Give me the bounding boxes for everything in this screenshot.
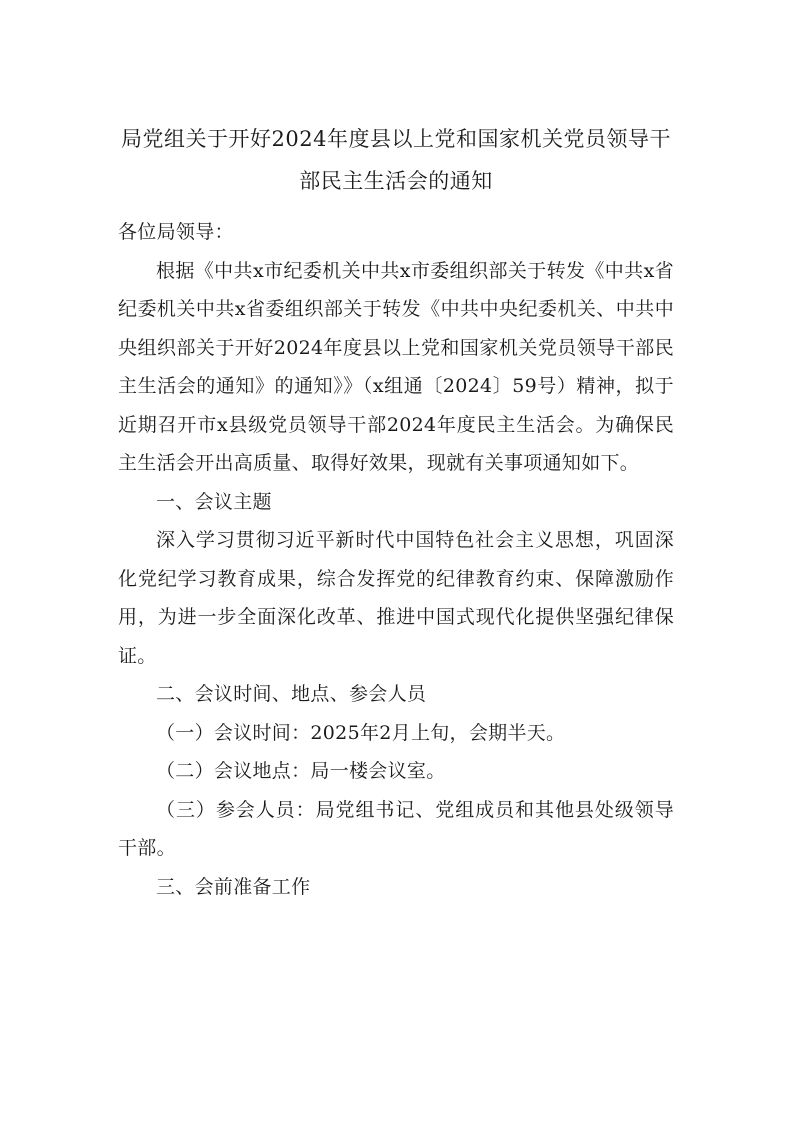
intro-paragraph: 根据《中共x市纪委机关中共x市委组织部关于转发《中共x省纪委机关中共x省委组织部关于转发《中共中央纪委机关、中共中央组织部关于开好2024年度县以上党和国家机关党员领导干部民主生活会的通知》的通知》》（x组通〔2024〕59号）精神，拟于近期召开市x县级党员领导干部2024年度民主生活会。为确保民主生活会开出高质量、取得好效果，现就有关事项通知如下。 — [118, 259, 674, 474]
section-2-item-1: （一）会议时间：2025年2月上旬，会期半天。 — [156, 721, 566, 744]
section-body-1: 深入学习贯彻习近平新时代中国特色社会主义思想，巩固深化党纪学习教育成果，综合发挥党的纪律教育约束、保障激励作用，为进一步全面深化改革、推进中国式现代化提供坚强纪律保证。 — [118, 529, 674, 667]
section-2-item-3: （三）参会人员：局党组书记、党组成员和其他县处级领导干部。 — [118, 798, 674, 859]
section-2-item-2: （二）会议地点：局一楼会议室。 — [156, 760, 446, 782]
document-title: 局党组关于开好2024年度县以上党和国家机关党员领导干部民主生活会的通知 — [121, 127, 671, 193]
section-heading-1: 一、会议主题 — [156, 490, 272, 513]
document-body — [118, 213, 674, 906]
section-heading-2: 二、会议时间、地点、参会人员 — [156, 683, 427, 705]
salutation: 各位局领导： — [118, 221, 234, 243]
section-heading-3: 三、会前准备工作 — [156, 875, 311, 898]
